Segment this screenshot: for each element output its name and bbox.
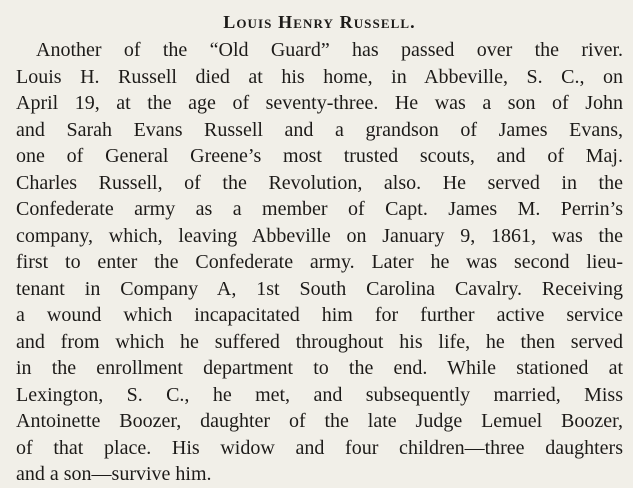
- body-line: and from which he suffered throughout his life, he then served: [16, 330, 623, 353]
- body-line: April 19, at the age of seventy-three. He was a son of John: [16, 92, 623, 114]
- body-line: of that place. His widow and four children—three daughters: [16, 436, 623, 459]
- body-line: tenant in Company A, 1st South Carolina Cavalry. Receiving: [16, 277, 623, 300]
- body-line: Louis H. Russell died at his home, in Abbeville, S. C., on: [16, 65, 623, 88]
- body-line: and a son—survive him.: [16, 463, 212, 485]
- body-line: and Sarah Evans Russell and a grandson of James Evans,: [16, 118, 623, 141]
- body-line: Charles Russell, of the Revolution, also. He served in the: [16, 171, 623, 194]
- body-line: Lexington, S. C., he met, and subsequently married, Miss: [16, 383, 623, 406]
- body-line: first to enter the Confederate army. Later he was second lieu-: [16, 251, 623, 273]
- body-line: one of General Greene’s most trusted scouts, and of Maj.: [16, 145, 623, 167]
- body-line: company, which, leaving Abbeville on January 9, 1861, was the: [16, 224, 623, 247]
- article-title: Louis Henry Russell.: [223, 12, 416, 32]
- body-line: in the enrollment department to the end. While stationed at: [16, 357, 623, 379]
- article-body: [16, 37, 623, 488]
- body-line: Antoinette Boozer, daughter of the late Judge Lemuel Boozer,: [16, 410, 623, 432]
- body-line: Confederate army as a member of Capt. James M. Perrin’s: [16, 198, 623, 220]
- body-line: Another of the “Old Guard” has passed over the river.: [36, 39, 623, 61]
- body-line: a wound which incapacitated him for further active service: [16, 304, 623, 326]
